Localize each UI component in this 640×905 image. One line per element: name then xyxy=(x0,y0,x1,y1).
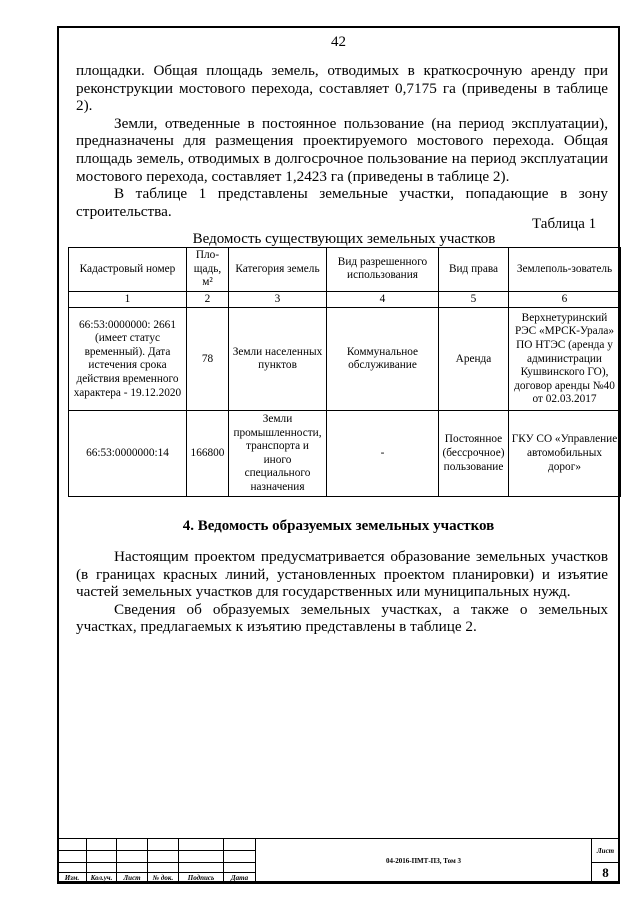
table-header-row xyxy=(69,248,621,292)
cell-right: Аренда xyxy=(439,308,509,411)
paragraph-3: В таблице 1 представлены земельные участки, попадающие в зону строительства. xyxy=(76,185,608,220)
stamp-label-date: Дата xyxy=(224,873,256,884)
document-code: 04-2016-ПМТ-ПЗ, Том 3 xyxy=(256,839,592,884)
cell-category: Земли промышленности, транспорта и иного специального назначения xyxy=(229,411,327,497)
section-title: 4. Ведомость образуемых земельных участков xyxy=(182,518,495,534)
table-title: Ведомость существующих земельных участков xyxy=(192,231,496,247)
header-category: Категория земель xyxy=(229,248,327,292)
stamp-label-change: Изм. xyxy=(58,873,87,884)
table-caption: Таблица 1 xyxy=(532,216,597,232)
header-use: Вид разрешенного использования xyxy=(327,248,439,292)
header-cadastral: Кадастровый номер xyxy=(69,248,187,292)
cell-use: Коммунальное обслуживание xyxy=(327,308,439,411)
header-area: Пло-щадь, м² xyxy=(187,248,229,292)
stamp-label-sheet: Лист xyxy=(117,873,148,884)
cell-user: ГКУ СО «Управление автомобильных дорог» xyxy=(509,411,621,497)
cell-use: - xyxy=(327,411,439,497)
table-number-row xyxy=(69,291,621,308)
paragraph-5: Сведения об образуемых земельных участках, а также о земельных участках, предлагаемых к изъятию представлены в таблице 2. xyxy=(76,600,608,636)
col-number: 1 xyxy=(69,291,187,308)
cell-right: Постоянное (бессрочное) пользование xyxy=(439,411,509,497)
stamp-label-doc: № док. xyxy=(148,873,179,884)
cell-cadastral: 66:53:0000000: 2661 (имеет статус временный). Дата истечения срока действия временного характера - 19.12.2020 xyxy=(69,308,187,411)
col-number: 3 xyxy=(229,291,327,308)
paragraph-2: Земли, отведенные в постоянное пользование (на период эксплуатации), предназначены для размещения проектируемого мостового перехода. Общая площадь земель, отводимых в долгосрочное пользование на период эксплуатации мостового перехода, составляет 1,2423 га (приведены в таблице 2). xyxy=(76,114,608,185)
text-block-top xyxy=(76,62,608,220)
cell-cadastral: 66:53:0000000:14 xyxy=(69,411,187,497)
page-number: 42 xyxy=(331,34,346,50)
header-user: Землеполь-зователь xyxy=(509,248,621,292)
title-block-stamp xyxy=(57,838,620,884)
paragraph-1: площадки. Общая площадь земель, отводимых в краткосрочную аренду при реконструкции мостового перехода, составляет 0,7175 га (приведены в таблице 2). xyxy=(76,62,608,115)
header-right: Вид права xyxy=(439,248,509,292)
cell-area: 166800 xyxy=(187,411,229,497)
col-number: 6 xyxy=(509,291,621,308)
cell-area: 78 xyxy=(187,308,229,411)
cell-user: Верхнетуринский РЭС «МРСК-Урала» ПО НТЭС (аренда у администрации Кушвинского ГО), договор аренды №40 от 02.03.2017 xyxy=(509,308,621,411)
table-row xyxy=(69,308,621,411)
col-number: 4 xyxy=(327,291,439,308)
col-number: 5 xyxy=(439,291,509,308)
col-number: 2 xyxy=(187,291,229,308)
paragraph-4: Настоящим проектом предусматривается образование земельных участков (в границах красных линий, установленных проектом планировки) и изъятие частей земельных участков для государственных или муниципальных нужд. xyxy=(76,548,608,601)
stamp-label-signature: Подпись xyxy=(179,873,224,884)
stamp-label-count: Кол.уч. xyxy=(87,873,117,884)
land-plots-table xyxy=(68,247,621,497)
table-row xyxy=(69,411,621,497)
text-block-bottom xyxy=(76,548,608,636)
sheet-number: 8 xyxy=(592,863,620,884)
sheet-label: Лист xyxy=(592,839,620,863)
cell-category: Земли населенных пунктов xyxy=(229,308,327,411)
